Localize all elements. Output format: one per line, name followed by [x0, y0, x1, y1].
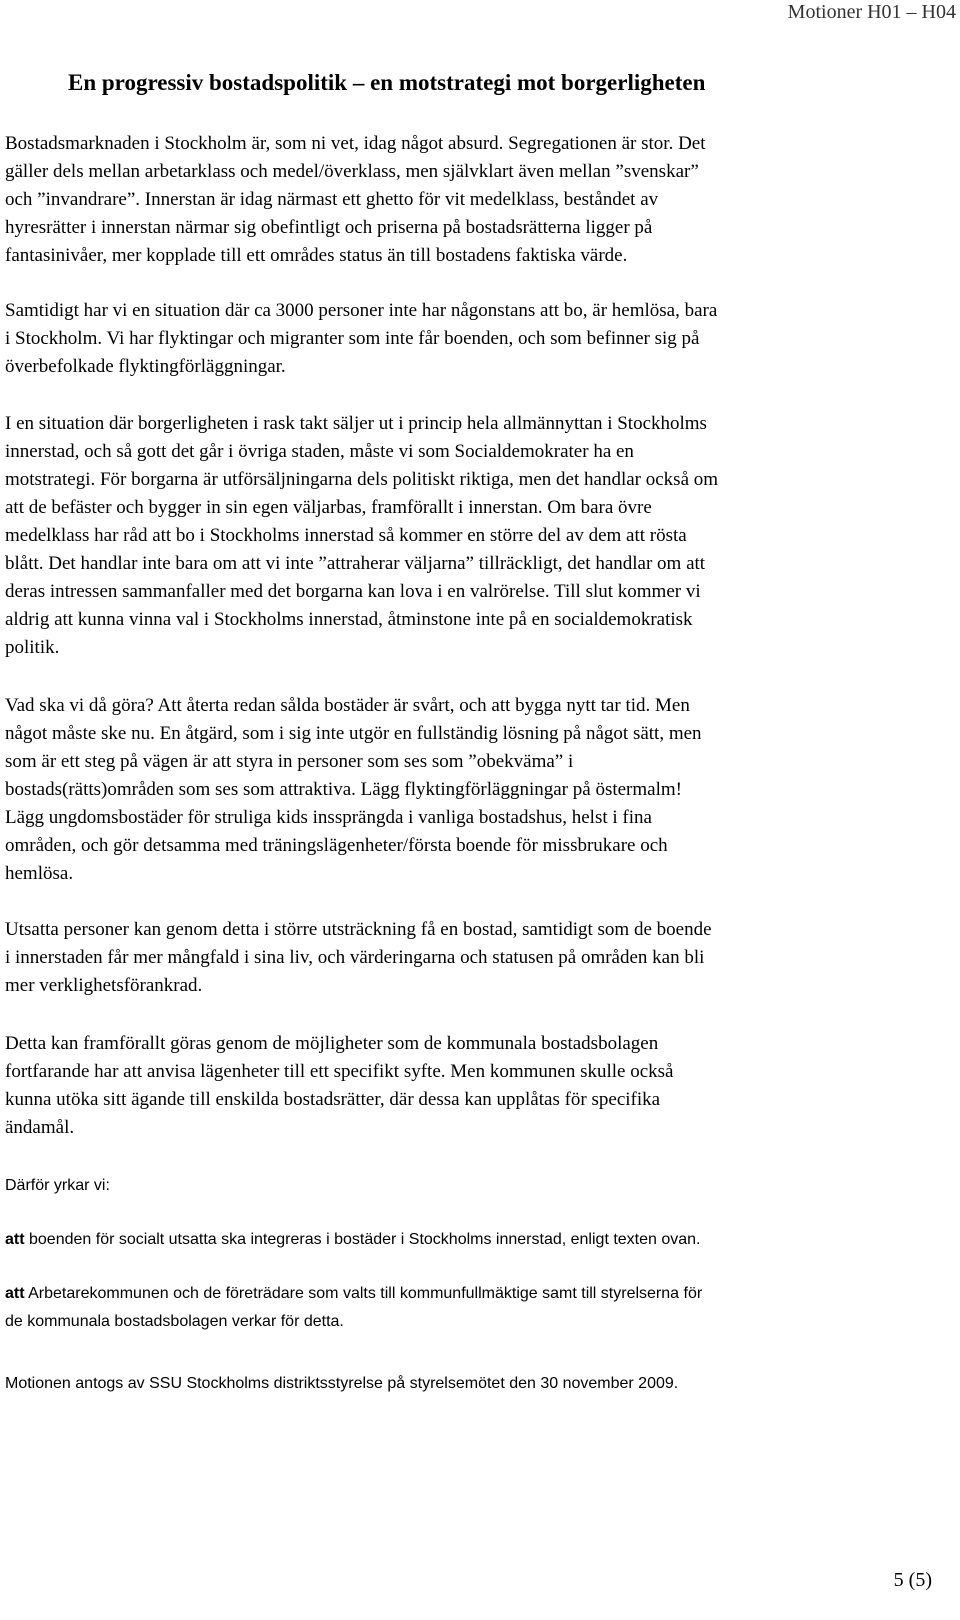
paragraph-what-to-do — [5, 692, 935, 888]
text-line: Lägg ungdomsbostäder för struliga kids inssprängda i vanliga bostadshus, helst i fina — [5, 807, 652, 828]
text-line: i Stockholm. Vi har flyktingar och migranter som inte får boenden, och som befinner sig på — [5, 328, 700, 349]
text-line: bostads(rätts)områden som ses som attraktiva. Lägg flyktingförläggningar på östermalm! — [5, 779, 682, 800]
text-line: områden, och gör detsamma med träningslägenheter/första boende för missbrukare och — [5, 835, 668, 856]
paragraph-counter-strategy — [5, 410, 935, 662]
text-line — [5, 1280, 935, 1308]
page-number: 5 (5) — [893, 1569, 932, 1591]
text-line: i innerstaden får mer mångfald i sina liv, och värderingarna och statusen på områden kan bli — [5, 947, 705, 968]
text-line: ändamål. — [5, 1117, 75, 1138]
running-header: Motioner H01 – H04 — [787, 1, 956, 23]
text-line: aldrig att kunna vinna val i Stockholms innerstad, åtminstone inte på en socialdemokratisk — [5, 609, 693, 630]
text-line: som är ett steg på vägen är att styra in personer som ses som ”obekväma” i — [5, 751, 574, 772]
text-line: kunna utöka sitt ägande till enskilda bostadsrätter, där dessa kan upplåtas för specifika — [5, 1089, 661, 1110]
text-line: överbefolkade flyktingförläggningar. — [5, 356, 286, 377]
page-title: En progressiv bostadspolitik – en motstrategi mot borgerligheten — [68, 70, 706, 95]
proposal-keyword: att — [5, 1285, 25, 1302]
text-line: medelklass har råd att bo i Stockholms innerstad så kommer en större del av dem att rösta — [5, 525, 687, 546]
text-line: Vad ska vi då göra? Att återta redan sålda bostäder är svårt, och att bygga nytt tar tid. Men — [5, 695, 690, 716]
text-line: Bostadsmarknaden i Stockholm är, som ni vet, idag något absurd. Segregationen är stor. Det — [5, 133, 706, 154]
paragraph-homelessness — [5, 297, 935, 381]
text-line: Utsatta personer kan genom detta i större utsträckning få en bostad, samtidigt som de boende — [5, 919, 712, 940]
proposal-item — [5, 1280, 935, 1336]
proposal-text: Arbetarekommunen och de företrädare som valts till kommunfullmäktige samt till styrelserna för — [24, 1285, 703, 1302]
proposal-keyword: att — [5, 1231, 25, 1248]
proposal-item — [5, 1226, 935, 1254]
text-line: och ”invandrare”. Innerstan är idag närmast ett ghetto för vit medelklass, beståndet av — [5, 189, 659, 210]
text-line — [5, 1226, 935, 1254]
paragraph-outcomes — [5, 916, 935, 1000]
closing-note — [5, 1370, 935, 1398]
text-line: hemlösa. — [5, 863, 74, 884]
text-line: deras intressen sammanfaller med det borgarna kan lova i en valrörelse. Till slut kommer vi — [5, 581, 701, 602]
proposals-intro — [5, 1172, 935, 1200]
text-line: innerstad, och så gott det går i övriga staden, måste vi som Socialdemokrater ha en — [5, 441, 634, 462]
text-line: blått. Det handlar inte bara om att vi inte ”attraherar väljarna” tillräckligt, det handlar om att — [5, 553, 706, 574]
text-line: något måste ske nu. En åtgärd, som i sig inte utgör en fullständig lösning på något sätt, men — [5, 723, 702, 744]
proposal-text: boenden för socialt utsatta ska integreras i bostäder i Stockholms innerstad, enligt texten ovan. — [24, 1231, 701, 1248]
text-line: hyresrätter i innerstan närmar sig obefintligt och priserna på bostadsrätterna ligger på — [5, 217, 653, 238]
text-line: Motionen antogs av SSU Stockholms distriktsstyrelse på styrelsemötet den 30 november 2009. — [5, 1375, 679, 1392]
text-line: gäller dels mellan arbetarklass och medel/överklass, men självklart även mellan ”svenskar” — [5, 161, 699, 182]
text-line: Därför yrkar vi: — [5, 1177, 110, 1194]
text-line: att de befäster och bygger in sin egen väljarbas, framförallt i innerstan. Om bara övre — [5, 497, 652, 518]
text-line: Detta kan framförallt göras genom de möjligheter som de kommunala bostadsbolagen — [5, 1033, 659, 1054]
text-line: I en situation där borgerligheten i rask takt säljer ut i princip hela allmännyttan i Stockholms — [5, 413, 707, 434]
text-line: politik. — [5, 637, 60, 658]
text-line: fortfarande har att anvisa lägenheter till ett specifikt syfte. Men kommunen skulle också — [5, 1061, 674, 1082]
text-line: mer verklighetsförankrad. — [5, 975, 203, 996]
text-line: de kommunala bostadsbolagen verkar för detta. — [5, 1313, 344, 1330]
text-line: motstrategi. För borgarna är utförsäljningarna dels politiskt riktiga, men det handlar också om — [5, 469, 719, 490]
text-line: fantasinivåer, mer kopplade till ett områdes status än till bostadens faktiska värde. — [5, 245, 628, 266]
paragraph-means — [5, 1030, 935, 1142]
text-line: Samtidigt har vi en situation där ca 3000 personer inte har någonstans att bo, är hemlösa, bara — [5, 300, 718, 321]
paragraph-segregation — [5, 130, 935, 270]
